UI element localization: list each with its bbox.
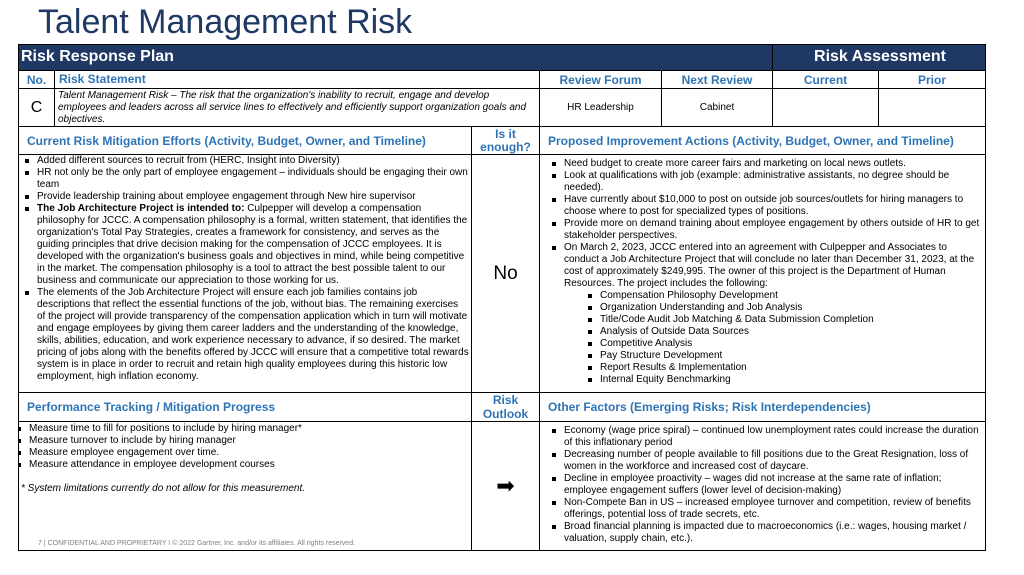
project-subitem: Internal Equity Benchmarking bbox=[600, 374, 983, 386]
proposed-item: Have currently about $10,000 to post on outside job sources/outlets for hiring managers to choose where to post for specialized types of positions. bbox=[564, 194, 983, 218]
other-factor-item: Decreasing number of people available to fill positions due to the Great Resignation, loss of women in the workforce and increased cost of daycare. bbox=[564, 449, 983, 473]
risk-statement: Talent Management Risk – The risk that the organization's inability to recruit, engage and develop employees and leaders across all service lines to effectively and efficiently support organization goals and objectives. bbox=[55, 89, 540, 127]
current-header: Current bbox=[773, 71, 879, 89]
mitigation-item: Provide leadership training about employee engagement through New hire supervisor bbox=[37, 191, 469, 203]
tracking-list bbox=[19, 422, 472, 550]
proposed-header: Proposed Improvement Actions (Activity, Budget, Owner, and Timeline) bbox=[540, 127, 985, 155]
tracking-item: Measure time to fill for positions to include by hiring manager* bbox=[29, 423, 469, 435]
proposed-item: Provide more on demand training about employee engagement by others outside of HR to get stakeholder perspectives. bbox=[564, 218, 983, 242]
risk-outlook-cell bbox=[472, 422, 540, 550]
tracking-item: Measure turnover to include by hiring manager bbox=[29, 435, 469, 447]
risk-table bbox=[18, 44, 986, 551]
proposed-item: On March 2, 2023, JCCC entered into an agreement with Culpepper and Associates to conduct a Job Architecture Project that will conclude no later than December 31, 2023, at the cost of approximately $249,995. The owner of this project is the Department of Human Resources. The project includes the following: bbox=[564, 242, 983, 290]
mitigation-item: HR not only be the only part of employee engagement – individuals should be engaging their own team bbox=[37, 167, 468, 190]
enough-value: No bbox=[472, 155, 540, 393]
other-factor-item: Decline in employee proactivity – wages did not increase at the same rate of inflation; employee engagement suffers (lower level of decision-making) bbox=[564, 473, 983, 497]
right-arrow-icon: ➡ bbox=[496, 473, 515, 498]
mitigation-item: The elements of the Job Architecture Project will ensure each job families contains job descriptions that reflect the essential functions of the job, without bias. The remaining exercises of the project will provide transparency of the compensation application which in turn will motivate and engage employees by giving them career ladders and the understanding of the knowledge, skills, abilities, education, and work experience necessary to advance, if so desired. The market pricing of jobs along with the benefits offered by JCCC will ensure that a competitive total rewards system is in place in order to recruit and retain high quality employees during this historic low employment, high inflation economy. bbox=[37, 287, 469, 382]
mitigation-header: Current Risk Mitigation Efforts (Activity, Budget, Owner, and Timeline) bbox=[19, 127, 472, 155]
mitigation-item-text: Culpepper will develop a compensation philosophy for JCCC. A compensation philosophy is a formal, written statement, that identifies the organization's Total Pay Strategies, creates a framework for consistency, and serves as the guiding principles that drive decision making for the compensation of JCCC employees. It is developed with the organization's business goals and objectives in mind, while being competitive in the market. The compensation philosophy is a tool to attract the best possible talent to our business and communicate our appreciation to those working for us. bbox=[37, 203, 468, 286]
other-factors-list bbox=[540, 422, 985, 550]
mitigation-item bbox=[37, 203, 469, 287]
risk-assessment-band: Risk Assessment bbox=[773, 45, 985, 71]
risk-statement-header: Risk Statement bbox=[55, 71, 540, 89]
proposed-list bbox=[540, 155, 985, 393]
other-factor-item: Non-Compete Ban in US – increased employee turnover and competition, review of benefits offerings, potential loss of trade secrets, etc. bbox=[564, 497, 983, 521]
other-factors-header: Other Factors (Emerging Risks; Risk Interdependencies) bbox=[540, 393, 985, 422]
review-forum-header: Review Forum bbox=[540, 71, 662, 89]
prior-assessment bbox=[879, 89, 985, 127]
tracking-item: Measure attendance in employee development courses bbox=[29, 459, 469, 471]
prior-header: Prior bbox=[879, 71, 985, 89]
mitigation-item: Added different sources to recruit from (HERC, Insight into Diversity) bbox=[37, 155, 469, 167]
project-subitem: Analysis of Outside Data Sources bbox=[600, 326, 983, 338]
risk-response-plan-band: Risk Response Plan bbox=[19, 45, 773, 71]
footer-text: 7 | CONFIDENTIAL AND PROPRIETARY I © 2022 Gartner, Inc. and/or its affiliates. All rights reserved. bbox=[38, 540, 356, 547]
project-subitem: Compensation Philosophy Development bbox=[600, 290, 983, 302]
proposed-item: Look at qualifications with job (example: administrative assistants, no degree should be needed). bbox=[564, 170, 983, 194]
tracking-header: Performance Tracking / Mitigation Progress bbox=[19, 393, 472, 422]
other-factor-item: Broad financial planning is impacted due to macroeconomics (i.e.: wages, housing market / valuation, supply chain, etc.). bbox=[564, 521, 983, 545]
current-assessment bbox=[773, 89, 879, 127]
mitigation-list bbox=[19, 155, 472, 393]
page-title: Talent Management Risk bbox=[38, 3, 413, 41]
mitigation-item-bold: The Job Architecture Project is intended to: bbox=[37, 203, 245, 214]
review-forum-value: HR Leadership bbox=[540, 89, 662, 127]
project-subitem: Pay Structure Development bbox=[600, 350, 983, 362]
next-review-header: Next Review bbox=[662, 71, 773, 89]
proposed-item: Need budget to create more career fairs and marketing on local news outlets. bbox=[564, 158, 983, 170]
system-limitation-note: * System limitations currently do not allow for this measurement. bbox=[21, 483, 305, 494]
other-factor-item: Economy (wage price spiral) – continued low unemployment rates could increase the duration of this inflationary period bbox=[564, 425, 983, 449]
tracking-item: Measure employee engagement over time. bbox=[29, 447, 469, 459]
enough-header: Is it enough? bbox=[472, 127, 540, 155]
next-review-value: Cabinet bbox=[662, 89, 773, 127]
project-subitem: Title/Code Audit Job Matching & Data Submission Completion bbox=[600, 314, 983, 326]
no-header: No. bbox=[19, 71, 55, 89]
risk-outlook-header: Risk Outlook bbox=[472, 393, 540, 422]
project-subitem: Report Results & Implementation bbox=[600, 362, 983, 374]
project-subitem: Competitive Analysis bbox=[600, 338, 983, 350]
risk-number: C bbox=[19, 89, 55, 127]
project-subitem: Organization Understanding and Job Analysis bbox=[600, 302, 983, 314]
